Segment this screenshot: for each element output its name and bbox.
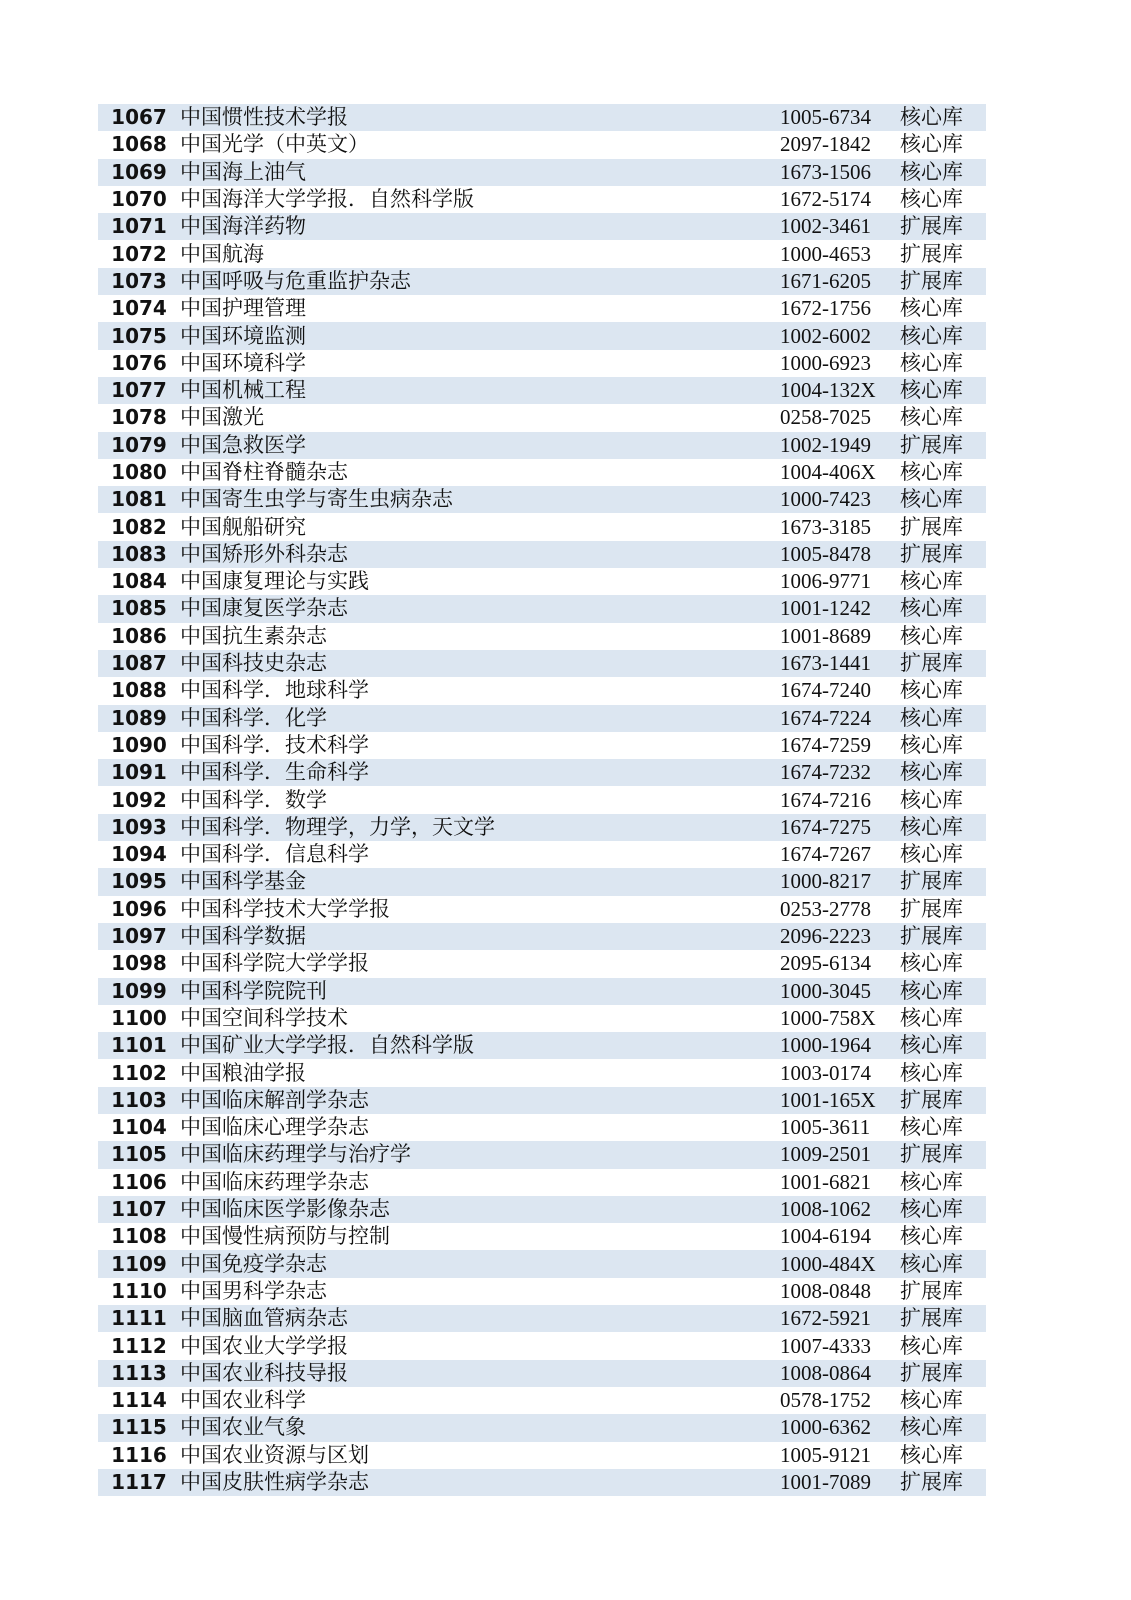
journal-title: 中国科学院院刊 bbox=[180, 978, 780, 1005]
row-number: 1105 bbox=[98, 1141, 180, 1168]
table-row bbox=[98, 1278, 986, 1305]
issn-code: 0253-2778 bbox=[780, 896, 871, 921]
table-row bbox=[98, 377, 986, 404]
table-row bbox=[98, 978, 986, 1005]
journal-title: 中国海洋大学学报．自然科学版 bbox=[180, 187, 474, 212]
table-row bbox=[98, 650, 986, 677]
issn-code: 1000-484X bbox=[780, 1250, 900, 1277]
row-number: 1099 bbox=[98, 978, 180, 1005]
issn-code: 1671-6205 bbox=[780, 268, 900, 295]
table-row bbox=[98, 732, 986, 759]
database-category: 核心库 bbox=[900, 350, 963, 375]
journal-title: 中国科技史杂志 bbox=[180, 650, 780, 677]
row-number: 1085 bbox=[98, 595, 180, 622]
database-category: 核心库 bbox=[900, 1115, 963, 1140]
issn-code: 1004-6194 bbox=[780, 1224, 871, 1249]
row-number: 1073 bbox=[98, 268, 180, 295]
issn-code: 1006-9771 bbox=[780, 569, 871, 594]
database-category: 核心库 bbox=[900, 678, 963, 703]
row-number: 1109 bbox=[98, 1250, 180, 1277]
journal-title: 中国科学．物理学，力学，天文学 bbox=[180, 814, 780, 841]
row-number: 1091 bbox=[98, 759, 180, 786]
issn-code: 1673-1506 bbox=[780, 159, 900, 186]
row-number: 1075 bbox=[98, 322, 180, 349]
issn-code: 1007-4333 bbox=[780, 1333, 871, 1358]
database-category: 核心库 bbox=[900, 1224, 963, 1249]
table-row bbox=[98, 322, 986, 349]
table-row bbox=[98, 1442, 986, 1469]
journal-title: 中国科学．地球科学 bbox=[180, 678, 369, 703]
row-number: 1098 bbox=[111, 951, 167, 976]
journal-title: 中国科学．生命科学 bbox=[180, 759, 780, 786]
row-number: 1102 bbox=[111, 1060, 167, 1085]
issn-code: 1674-7232 bbox=[780, 759, 900, 786]
journal-title: 中国环境科学 bbox=[180, 350, 306, 375]
issn-code: 1002-3461 bbox=[780, 213, 900, 240]
journal-title: 中国空间科学技术 bbox=[180, 1005, 348, 1030]
table-row bbox=[98, 1223, 986, 1250]
journal-title: 中国临床药理学与治疗学 bbox=[180, 1141, 780, 1168]
row-number: 1093 bbox=[98, 814, 180, 841]
issn-code: 1003-0174 bbox=[780, 1060, 871, 1085]
database-category: 核心库 bbox=[900, 1169, 963, 1194]
database-category: 核心库 bbox=[900, 322, 986, 349]
journal-title: 中国海洋药物 bbox=[180, 213, 780, 240]
journal-title: 中国皮肤性病学杂志 bbox=[180, 1469, 780, 1496]
table-row bbox=[98, 623, 986, 650]
table-row bbox=[98, 1332, 986, 1359]
issn-code: 1674-7275 bbox=[780, 814, 900, 841]
row-number: 1076 bbox=[111, 350, 167, 375]
issn-code: 0578-1752 bbox=[780, 1388, 871, 1413]
journal-title: 中国海上油气 bbox=[180, 159, 780, 186]
issn-code: 1672-1756 bbox=[780, 296, 871, 321]
database-category: 核心库 bbox=[900, 842, 963, 867]
row-number: 1113 bbox=[98, 1360, 180, 1387]
database-category: 核心库 bbox=[900, 132, 963, 157]
journal-title: 中国激光 bbox=[180, 405, 264, 430]
journal-title: 中国寄生虫学与寄生虫病杂志 bbox=[180, 486, 780, 513]
database-category: 扩展库 bbox=[900, 432, 986, 459]
journal-title: 中国农业资源与区划 bbox=[180, 1442, 369, 1467]
table-row bbox=[98, 1169, 986, 1196]
journal-title: 中国临床医学影像杂志 bbox=[180, 1196, 780, 1223]
table-row bbox=[98, 1387, 986, 1414]
table-row bbox=[98, 513, 986, 540]
issn-code: 1000-758X bbox=[780, 1005, 876, 1030]
database-category: 扩展库 bbox=[900, 241, 963, 266]
journal-rows bbox=[98, 104, 986, 1496]
row-number: 1090 bbox=[111, 732, 167, 757]
issn-code: 1672-5921 bbox=[780, 1305, 900, 1332]
database-category: 核心库 bbox=[900, 1196, 986, 1223]
row-number: 1095 bbox=[98, 868, 180, 895]
journal-title: 中国农业科技导报 bbox=[180, 1360, 780, 1387]
journal-title: 中国科学数据 bbox=[180, 923, 780, 950]
table-row bbox=[98, 159, 986, 186]
table-row bbox=[98, 432, 986, 459]
database-category: 核心库 bbox=[900, 405, 963, 430]
table-row bbox=[98, 677, 986, 704]
database-category: 扩展库 bbox=[900, 650, 986, 677]
journal-title: 中国光学（中英文） bbox=[180, 132, 369, 157]
issn-code: 1672-5174 bbox=[780, 187, 871, 212]
row-number: 1096 bbox=[111, 896, 167, 921]
journal-title: 中国机械工程 bbox=[180, 377, 780, 404]
database-category: 扩展库 bbox=[900, 1141, 986, 1168]
row-number: 1079 bbox=[98, 432, 180, 459]
database-category: 扩展库 bbox=[900, 541, 986, 568]
database-category: 核心库 bbox=[900, 296, 963, 321]
database-category: 扩展库 bbox=[900, 1469, 986, 1496]
journal-title: 中国矫形外科杂志 bbox=[180, 541, 780, 568]
issn-code: 1001-165X bbox=[780, 1087, 900, 1114]
database-category: 核心库 bbox=[900, 595, 986, 622]
row-number: 1116 bbox=[111, 1442, 167, 1467]
database-category: 扩展库 bbox=[900, 923, 986, 950]
database-category: 扩展库 bbox=[900, 896, 963, 921]
issn-code: 1000-1964 bbox=[780, 1032, 900, 1059]
database-category: 核心库 bbox=[900, 1414, 986, 1441]
row-number: 1100 bbox=[111, 1005, 167, 1030]
table-row bbox=[98, 950, 986, 977]
table-row bbox=[98, 268, 986, 295]
issn-code: 1000-3045 bbox=[780, 978, 900, 1005]
row-number: 1097 bbox=[98, 923, 180, 950]
database-category: 扩展库 bbox=[900, 1278, 963, 1303]
database-category: 核心库 bbox=[900, 569, 963, 594]
issn-code: 1674-7224 bbox=[780, 705, 900, 732]
row-number: 1112 bbox=[111, 1333, 167, 1358]
row-number: 1104 bbox=[111, 1115, 167, 1140]
row-number: 1078 bbox=[111, 405, 167, 430]
table-row bbox=[98, 1196, 986, 1223]
row-number: 1110 bbox=[111, 1278, 167, 1303]
row-number: 1069 bbox=[98, 159, 180, 186]
table-row bbox=[98, 759, 986, 786]
database-category: 核心库 bbox=[900, 1032, 986, 1059]
row-number: 1084 bbox=[111, 569, 167, 594]
row-number: 1117 bbox=[98, 1469, 180, 1496]
row-number: 1111 bbox=[98, 1305, 180, 1332]
row-number: 1067 bbox=[98, 104, 180, 131]
table-row bbox=[98, 1469, 986, 1496]
issn-code: 1009-2501 bbox=[780, 1141, 900, 1168]
database-category: 核心库 bbox=[900, 486, 986, 513]
row-number: 1081 bbox=[98, 486, 180, 513]
row-number: 1115 bbox=[98, 1414, 180, 1441]
journal-title: 中国慢性病预防与控制 bbox=[180, 1224, 390, 1249]
database-category: 核心库 bbox=[900, 1333, 963, 1358]
issn-code: 1673-3185 bbox=[780, 514, 871, 539]
journal-title: 中国康复医学杂志 bbox=[180, 595, 780, 622]
database-category: 核心库 bbox=[900, 951, 963, 976]
database-category: 核心库 bbox=[900, 1388, 963, 1413]
issn-code: 1005-9121 bbox=[780, 1442, 871, 1467]
journal-title: 中国科学基金 bbox=[180, 868, 780, 895]
issn-code: 1000-4653 bbox=[780, 241, 871, 266]
journal-title: 中国临床解剖学杂志 bbox=[180, 1087, 780, 1114]
row-number: 1088 bbox=[111, 678, 167, 703]
issn-code: 1008-0848 bbox=[780, 1278, 871, 1303]
journal-title: 中国农业大学学报 bbox=[180, 1333, 348, 1358]
journal-title: 中国临床药理学杂志 bbox=[180, 1169, 369, 1194]
journal-title: 中国科学院大学学报 bbox=[180, 951, 369, 976]
database-category: 扩展库 bbox=[900, 868, 986, 895]
table-row bbox=[98, 350, 986, 377]
journal-title: 中国矿业大学学报．自然科学版 bbox=[180, 1032, 780, 1059]
journal-title: 中国粮油学报 bbox=[180, 1060, 306, 1085]
issn-code: 1005-8478 bbox=[780, 541, 900, 568]
table-row bbox=[98, 1032, 986, 1059]
row-number: 1077 bbox=[98, 377, 180, 404]
table-row bbox=[98, 568, 986, 595]
row-number: 1106 bbox=[111, 1169, 167, 1194]
table-row bbox=[98, 131, 986, 158]
issn-code: 1005-3611 bbox=[780, 1115, 871, 1140]
issn-code: 2096-2223 bbox=[780, 923, 900, 950]
database-category: 扩展库 bbox=[900, 1087, 986, 1114]
table-row bbox=[98, 459, 986, 486]
database-category: 核心库 bbox=[900, 978, 986, 1005]
issn-code: 1005-6734 bbox=[780, 104, 900, 131]
table-row bbox=[98, 896, 986, 923]
issn-code: 1004-406X bbox=[780, 460, 876, 484]
row-number: 1082 bbox=[111, 514, 167, 539]
table-row bbox=[98, 814, 986, 841]
issn-code: 1674-7259 bbox=[780, 732, 871, 757]
table-row bbox=[98, 1305, 986, 1332]
table-row bbox=[98, 595, 986, 622]
database-category: 核心库 bbox=[900, 787, 963, 812]
journal-title: 中国护理管理 bbox=[180, 296, 306, 321]
journal-list-table bbox=[98, 104, 986, 1496]
database-category: 扩展库 bbox=[900, 1305, 986, 1332]
row-number: 1103 bbox=[98, 1087, 180, 1114]
issn-code: 1000-8217 bbox=[780, 868, 900, 895]
journal-title: 中国科学．技术科学 bbox=[180, 732, 369, 757]
database-category: 核心库 bbox=[900, 623, 963, 648]
table-row bbox=[98, 1141, 986, 1168]
issn-code: 1002-6002 bbox=[780, 322, 900, 349]
issn-code: 2095-6134 bbox=[780, 951, 871, 976]
journal-title: 中国临床心理学杂志 bbox=[180, 1115, 369, 1140]
database-category: 扩展库 bbox=[900, 213, 986, 240]
row-number: 1089 bbox=[98, 705, 180, 732]
database-category: 核心库 bbox=[900, 104, 986, 131]
issn-code: 1000-6362 bbox=[780, 1414, 900, 1441]
issn-code: 1674-7240 bbox=[780, 678, 871, 703]
journal-title: 中国急救医学 bbox=[180, 432, 780, 459]
journal-title: 中国舰船研究 bbox=[180, 514, 306, 539]
table-row bbox=[98, 541, 986, 568]
table-row bbox=[98, 1059, 986, 1086]
journal-title: 中国呼吸与危重监护杂志 bbox=[180, 268, 780, 295]
table-row bbox=[98, 1087, 986, 1114]
row-number: 1074 bbox=[111, 296, 167, 321]
issn-code: 2097-1842 bbox=[780, 132, 871, 157]
database-category: 扩展库 bbox=[900, 514, 963, 539]
issn-code: 1001-1242 bbox=[780, 595, 900, 622]
issn-code: 0258-7025 bbox=[780, 405, 871, 430]
issn-code: 1004-132X bbox=[780, 377, 900, 404]
row-number: 1080 bbox=[111, 460, 167, 484]
row-number: 1101 bbox=[98, 1032, 180, 1059]
table-row bbox=[98, 104, 986, 131]
table-row bbox=[98, 868, 986, 895]
journal-title: 中国免疫学杂志 bbox=[180, 1250, 780, 1277]
table-row bbox=[98, 923, 986, 950]
database-category: 核心库 bbox=[900, 814, 986, 841]
table-row bbox=[98, 1005, 986, 1032]
journal-title: 中国科学技术大学学报 bbox=[180, 896, 390, 921]
journal-title: 中国航海 bbox=[180, 241, 264, 266]
journal-title: 中国脊柱脊髓杂志 bbox=[180, 460, 348, 484]
table-row bbox=[98, 841, 986, 868]
journal-title: 中国环境监测 bbox=[180, 322, 780, 349]
database-category: 核心库 bbox=[900, 377, 986, 404]
issn-code: 1002-1949 bbox=[780, 432, 900, 459]
row-number: 1086 bbox=[111, 623, 167, 648]
row-number: 1114 bbox=[111, 1388, 167, 1413]
issn-code: 1674-7267 bbox=[780, 842, 871, 867]
table-row bbox=[98, 705, 986, 732]
issn-code: 1001-7089 bbox=[780, 1469, 900, 1496]
journal-title: 中国科学．化学 bbox=[180, 705, 780, 732]
issn-code: 1674-7216 bbox=[780, 787, 871, 812]
issn-code: 1001-6821 bbox=[780, 1169, 871, 1194]
journal-title: 中国科学．信息科学 bbox=[180, 842, 369, 867]
table-row bbox=[98, 1114, 986, 1141]
database-category: 核心库 bbox=[900, 705, 986, 732]
database-category: 核心库 bbox=[900, 759, 986, 786]
database-category: 核心库 bbox=[900, 732, 963, 757]
table-row bbox=[98, 1360, 986, 1387]
database-category: 核心库 bbox=[900, 159, 986, 186]
issn-code: 1008-0864 bbox=[780, 1360, 900, 1387]
database-category: 核心库 bbox=[900, 1005, 963, 1030]
journal-title: 中国农业气象 bbox=[180, 1414, 780, 1441]
table-row bbox=[98, 1414, 986, 1441]
table-row bbox=[98, 213, 986, 240]
journal-title: 中国惯性技术学报 bbox=[180, 104, 780, 131]
table-row bbox=[98, 1250, 986, 1277]
row-number: 1108 bbox=[111, 1224, 167, 1249]
database-category: 核心库 bbox=[900, 1250, 986, 1277]
database-category: 核心库 bbox=[900, 460, 963, 484]
table-row bbox=[98, 295, 986, 322]
journal-title: 中国康复理论与实践 bbox=[180, 569, 369, 594]
row-number: 1071 bbox=[98, 213, 180, 240]
issn-code: 1000-7423 bbox=[780, 486, 900, 513]
table-row bbox=[98, 786, 986, 813]
journal-title: 中国农业科学 bbox=[180, 1388, 306, 1413]
issn-code: 1673-1441 bbox=[780, 650, 900, 677]
row-number: 1070 bbox=[111, 187, 167, 212]
row-number: 1087 bbox=[98, 650, 180, 677]
row-number: 1072 bbox=[111, 241, 167, 266]
database-category: 扩展库 bbox=[900, 268, 986, 295]
issn-code: 1008-1062 bbox=[780, 1196, 900, 1223]
database-category: 扩展库 bbox=[900, 1360, 986, 1387]
table-row bbox=[98, 186, 986, 213]
database-category: 核心库 bbox=[900, 187, 963, 212]
row-number: 1083 bbox=[98, 541, 180, 568]
row-number: 1092 bbox=[111, 787, 167, 812]
row-number: 1094 bbox=[111, 842, 167, 867]
database-category: 核心库 bbox=[900, 1060, 963, 1085]
journal-title: 中国科学．数学 bbox=[180, 787, 327, 812]
issn-code: 1000-6923 bbox=[780, 350, 871, 375]
table-row bbox=[98, 486, 986, 513]
journal-title: 中国男科学杂志 bbox=[180, 1278, 327, 1303]
row-number: 1068 bbox=[111, 132, 167, 157]
database-category: 核心库 bbox=[900, 1442, 963, 1467]
issn-code: 1001-8689 bbox=[780, 623, 871, 648]
journal-title: 中国脑血管病杂志 bbox=[180, 1305, 780, 1332]
row-number: 1107 bbox=[98, 1196, 180, 1223]
table-row bbox=[98, 240, 986, 267]
table-row bbox=[98, 404, 986, 431]
journal-title: 中国抗生素杂志 bbox=[180, 623, 327, 648]
